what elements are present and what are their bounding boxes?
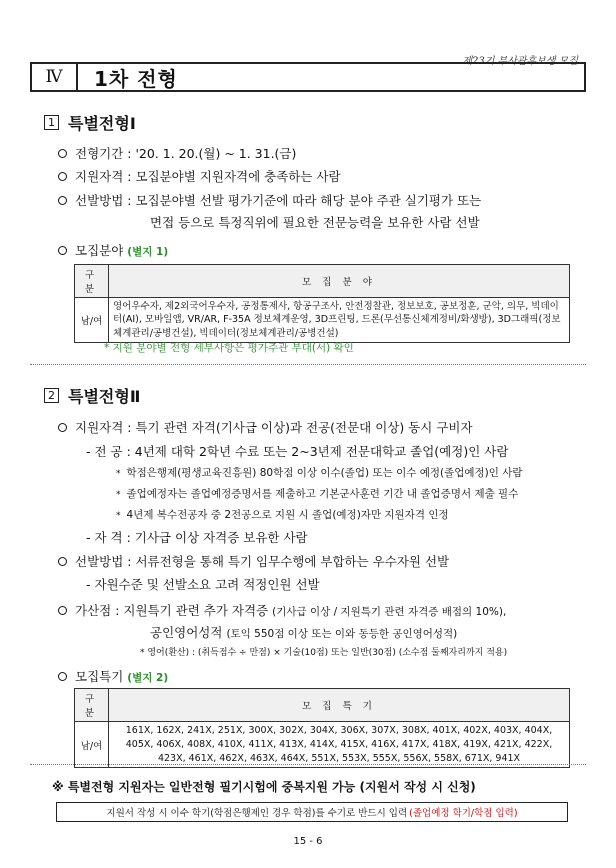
special2-specialty-label: 모집특기 (별지 2) [58,667,168,685]
circle-bullet-icon [58,557,67,566]
circle-bullet-icon [58,423,67,432]
table-header-category: 구 분 [75,689,109,722]
table-cell-fields: 영어우수자, 제2외국어우수자, 공정통제사, 항공구조사, 안전정찰관, 정보보호, 공보정훈, 군악, 의무, 빅데이터(AI), 모바일앱, VR/AR, F-35A 정보체계운영, 3D프린팅, 드론(무선통신체계정비/화생방), 3D그래픽(정보체계관리/공병건설), 빅데이터(정보체계관리/공병건설) [109,298,570,343]
specialty-line: 405X, 406X, 408X, 410X, 411X, 413X, 414X, 415X, 416X, 417X, 418X, 419X, 421X, 422X, [125,738,553,750]
special2-qualification: 지원자격 : 특기 관련 자격(기사급 이상)과 전공(전문대 이상) 동시 구비자 [58,418,473,436]
special2-bonus: 가산점 : 지원특기 관련 추가 자격증 (기사급 이상 / 지원특기 관련 자격증 배점의 10%), [58,601,506,619]
special2-method-sub: - 자원수준 및 선발소요 고려 적정인원 선발 [86,577,320,592]
special2-method: 선발방법 : 서류전형을 통해 특기 임무수행에 부합하는 우수자원 선발 [58,552,449,570]
circle-bullet-icon [58,196,67,205]
recruitment-title-note: 제23기 부사관후보생 모집 [462,56,578,67]
circle-bullet-icon [58,606,67,615]
duplicate-application-note: ※ 특별전형 지원자는 일반전형 필기시험에 중복지원 가능 (지원서 작성 시 신청) [52,780,476,794]
special1-field-label: 모집분야 (별지 1) [58,241,168,259]
table-header-specialty: 모 집 특 기 [109,689,570,722]
specialty-line: 161X, 162X, 241X, 251X, 300X, 302X, 304X, 306X, 307X, 308X, 401X, 402X, 403X, 404X, [125,725,553,736]
table-row-label: 남/여 [75,298,109,343]
special2-specialty-table [74,688,570,768]
special1-period: 전형기간 : '20. 1. 20.(월) ~ 1. 31.(금) [58,144,296,162]
special1-method-cont: 면접 등으로 특정직위에 필요한 전문능력을 보유한 사람 선발 [150,215,480,230]
asterisk-icon: * [116,511,121,521]
chapter-title: 1차 전형 [94,66,178,91]
special2-bonus-formula: * 영어(환산) : (취득점수 ÷ 만점) × 기술(10점) 또는 일반(30점) (소수점 둘째자리까지 적용) [140,648,508,658]
asterisk-icon: * [116,469,121,479]
section-number-box: 2 [44,388,59,403]
chapter-number: Ⅳ [32,64,78,90]
section-number-box: 1 [44,115,59,130]
circle-bullet-icon [58,172,67,181]
application-notice-box [56,802,568,822]
circle-bullet-icon [58,149,67,158]
table-row-label: 남/여 [75,722,109,768]
special2-note2: * 졸업예정자는 졸업예정증명서를 제출하고 기본군사훈련 기간 내 졸업증명서 제출 필수 [116,488,519,500]
section-title: 특별전형Ⅱ [68,387,141,406]
asterisk-icon: * [116,490,121,500]
special2-cert: - 자 격 : 기사급 이상 자격증 보유한 사람 [86,530,308,545]
special2-note3: * 4년제 복수전공자 중 2전공으로 지원 시 졸업(예정)자만 지원자격 인정 [116,509,449,521]
special1-method: 선발방법 : 모집분야별 선발 평가기준에 따라 해당 분야 주관 실기평가 또는 [58,191,481,209]
special2-major: - 전 공 : 4년제 대학 2학년 수료 또는 2~3년제 전문대학교 졸업(예정)인 사람 [86,444,509,459]
circle-bullet-icon [58,246,67,255]
section-divider [30,364,586,365]
special1-field-table [74,264,570,343]
table-header-category: 구 분 [75,265,109,298]
special2-note1: * 학점은행제(평생교육진흥원) 80학점 이상 이수(졸업) 또는 이수 예정(졸업예정)인 사람 [116,467,523,479]
table-header-field: 모 집 분 야 [109,265,570,298]
chapter-header [30,62,586,92]
section-special2-heading [44,384,140,407]
special1-qualification: 지원자격 : 모집분야별 지원자격에 충족하는 사람 [58,167,341,185]
section-special1-heading [44,111,136,134]
notice-text: 지원서 작성 시 이수 학기(학점은행제인 경우 학점)를 수기로 반드시 입력 [106,808,408,819]
specialty-line: 423X, 461X, 462X, 463X, 464X, 551X, 553X, 555X, 556X, 558X, 671X, 941X [157,752,521,764]
special2-bonus-english: 공인영어성적 (토익 550점 이상 또는 이와 동등한 공인영어성적) [150,625,458,640]
section-divider [30,764,586,765]
notice-highlight: (졸업예정 학기/학점 입력) [409,808,518,819]
table-cell-specialties [109,722,570,768]
circle-bullet-icon [58,672,67,681]
section-title: 특별전형Ⅰ [68,114,136,133]
page-number: 15 - 6 [293,836,323,847]
special1-footnote: * 지원 분야별 전형 세부사항은 평가주관 부대(서) 확인 [104,342,354,354]
